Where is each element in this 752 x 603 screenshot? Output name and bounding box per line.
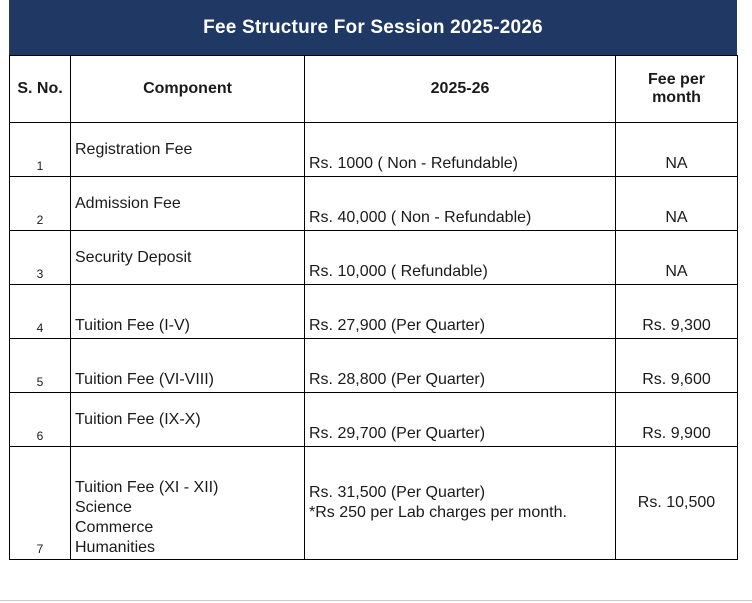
row-sno: 6: [10, 393, 71, 447]
table-row: [10, 339, 738, 393]
component-line: Commerce: [75, 519, 154, 536]
row-per-month: Rs. 10,500: [616, 447, 738, 560]
row-amount: [305, 447, 616, 560]
page-title: Fee Structure For Session 2025-2026: [203, 16, 543, 38]
row-component: Tuition Fee (I-V): [71, 285, 305, 339]
header-per-month-line1: Fee per: [648, 71, 705, 88]
header-per-month-line2: month: [652, 89, 701, 106]
row-amount: Rs. 28,800 (Per Quarter): [305, 339, 616, 393]
header-year: 2025-26: [305, 56, 616, 123]
row-amount: Rs. 29,700 (Per Quarter): [305, 393, 616, 447]
row-per-month: Rs. 9,300: [616, 285, 738, 339]
row-component: Security Deposit: [71, 231, 305, 285]
row-sno: 2: [10, 177, 71, 231]
row-sno: 1: [10, 123, 71, 177]
header-row: [10, 56, 738, 123]
header-sno: S. No.: [10, 56, 71, 123]
row-per-month: Rs. 9,600: [616, 339, 738, 393]
row-per-month: NA: [616, 177, 738, 231]
row-per-month: NA: [616, 231, 738, 285]
row-component: Registration Fee: [71, 123, 305, 177]
title-bar: [9, 0, 737, 55]
amount-note: *Rs 250 per Lab charges per month.: [309, 504, 567, 521]
header-per-month: [616, 56, 738, 123]
table-row: [10, 393, 738, 447]
row-component: [71, 447, 305, 560]
row-amount: Rs. 10,000 ( Refundable): [305, 231, 616, 285]
fee-table: [9, 55, 738, 560]
row-sno: 5: [10, 339, 71, 393]
row-component: Tuition Fee (IX-X): [71, 393, 305, 447]
row-sno: 7: [10, 447, 71, 560]
row-sno: 3: [10, 231, 71, 285]
table-row: [10, 231, 738, 285]
row-amount: Rs. 27,900 (Per Quarter): [305, 285, 616, 339]
row-component: Admission Fee: [71, 177, 305, 231]
table-row: [10, 285, 738, 339]
row-per-month: NA: [616, 123, 738, 177]
row-amount: Rs. 40,000 ( Non - Refundable): [305, 177, 616, 231]
table-row: [10, 447, 738, 560]
amount-line: Rs. 31,500 (Per Quarter): [309, 484, 486, 501]
component-line: Science: [75, 499, 132, 516]
row-sno: 4: [10, 285, 71, 339]
row-amount: Rs. 1000 ( Non - Refundable): [305, 123, 616, 177]
row-per-month: Rs. 9,900: [616, 393, 738, 447]
component-line: Humanities: [75, 539, 156, 556]
table-row: [10, 177, 738, 231]
table-row: [10, 123, 738, 177]
header-component: Component: [71, 56, 305, 123]
row-component: Tuition Fee (VI-VIII): [71, 339, 305, 393]
divider: [0, 600, 752, 601]
component-line: Tuition Fee (XI - XII): [75, 479, 219, 496]
